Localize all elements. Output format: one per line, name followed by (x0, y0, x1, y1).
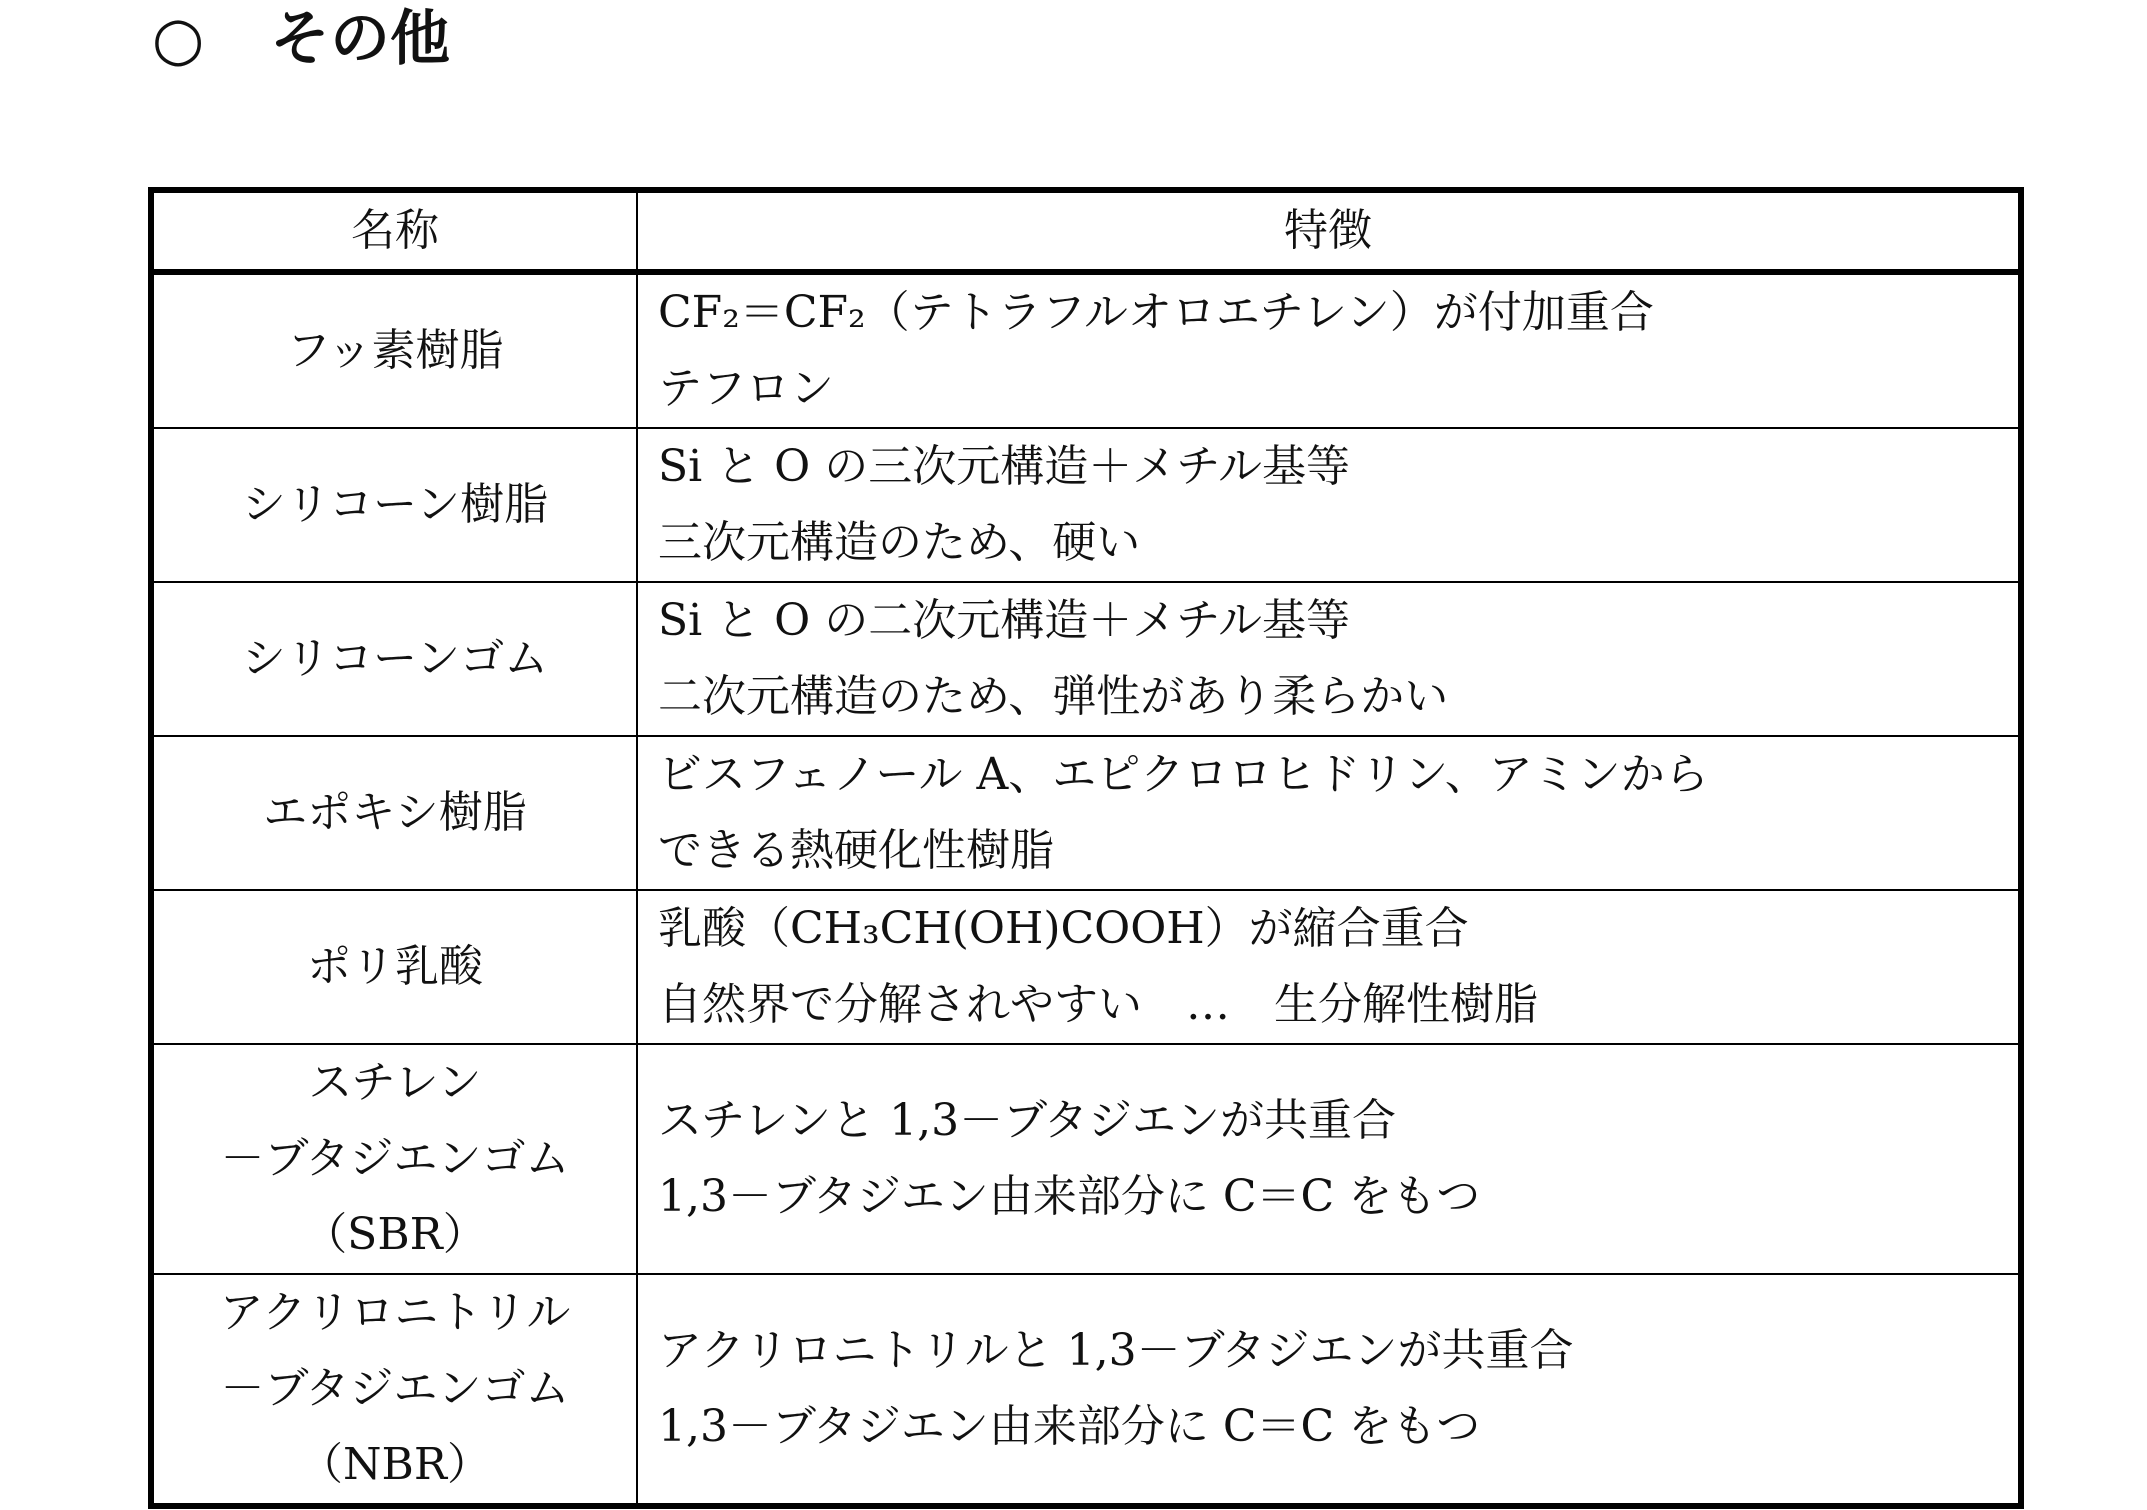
name-cell (151, 428, 637, 582)
feature-cell (637, 1044, 2021, 1274)
name-line: －ブタジエンゴム (220, 1133, 570, 1184)
feature-line: 自然界で分解されやすい … 生分解性樹脂 (658, 979, 1538, 1030)
feature-cell (637, 736, 2021, 890)
feature-line: 二次元構造のため、弾性があり柔らかい (658, 671, 1449, 722)
feature-line: ビスフェノール A、エピクロロヒドリン、アミンから (658, 749, 1709, 800)
name-cell (151, 582, 637, 736)
table-row (151, 272, 2021, 428)
table-row (151, 582, 2021, 736)
name-line: エポキシ樹脂 (263, 787, 527, 838)
section-heading (152, 4, 450, 74)
name-line: フッ素樹脂 (286, 325, 504, 376)
name-line: シリコーン樹脂 (241, 479, 549, 530)
feature-line: できる熱硬化性樹脂 (658, 825, 1054, 876)
section-title: その他 (270, 4, 450, 74)
name-line: ポリ乳酸 (307, 941, 483, 992)
feature-line: 1,3－ブタジエン由来部分に C＝C をもつ (658, 1401, 1481, 1452)
feature-line: 乳酸（CH₃CH(OH)COOH）が縮合重合 (658, 903, 1469, 954)
circle-mark: ○ (152, 4, 205, 74)
name-line: アクリロニトリル (219, 1287, 571, 1338)
table-row (151, 428, 2021, 582)
name-cell (151, 1044, 637, 1274)
name-cell (151, 890, 637, 1044)
feature-line: スチレンと 1,3－ブタジエンが共重合 (658, 1095, 1397, 1146)
feature-line: 1,3－ブタジエン由来部分に C＝C をもつ (658, 1171, 1481, 1222)
name-line: スチレン (308, 1057, 482, 1108)
feature-line: アクリロニトリルと 1,3－ブタジエンが共重合 (658, 1325, 1574, 1376)
header-name: 名称 (151, 190, 637, 272)
feature-line: テフロン (658, 363, 834, 414)
name-line: （SBR） (303, 1209, 487, 1260)
name-cell (151, 736, 637, 890)
name-cell (151, 272, 637, 428)
feature-cell (637, 1274, 2021, 1506)
feature-cell (637, 890, 2021, 1044)
table-row (151, 736, 2021, 890)
table-row (151, 890, 2021, 1044)
name-line: －ブタジエンゴム (220, 1363, 570, 1414)
table-row (151, 1044, 2021, 1274)
feature-line: 三次元構造のため、硬い (658, 517, 1141, 568)
feature-cell (637, 428, 2021, 582)
feature-line: Si と O の二次元構造＋メチル基等 (658, 595, 1351, 646)
header-features: 特徴 (637, 190, 2021, 272)
resin-table (148, 187, 2024, 1509)
name-line: （NBR） (299, 1439, 491, 1490)
feature-cell (637, 582, 2021, 736)
table-row (151, 1274, 2021, 1506)
header-row (151, 190, 2021, 272)
feature-line: CF₂＝CF₂（テトラフルオロエチレン）が付加重合 (658, 287, 1654, 338)
name-cell (151, 1274, 637, 1506)
feature-cell (637, 272, 2021, 428)
feature-line: Si と O の三次元構造＋メチル基等 (658, 441, 1351, 492)
name-line: シリコーンゴム (241, 633, 549, 684)
